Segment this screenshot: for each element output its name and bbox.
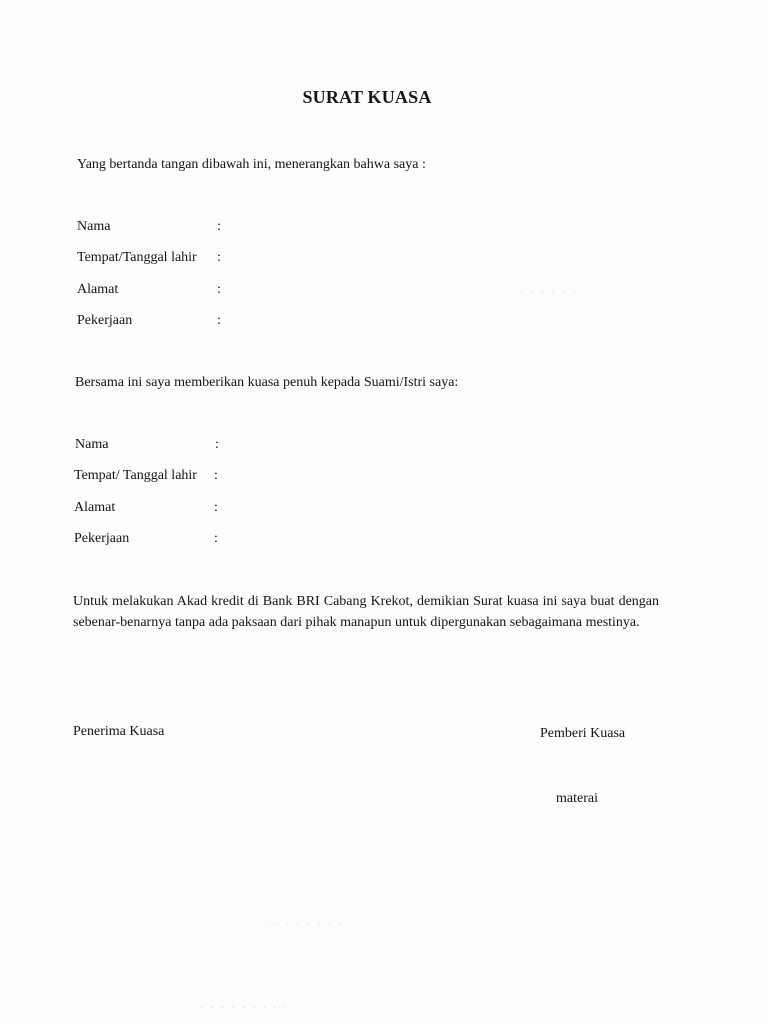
field-label: Pekerjaan <box>77 313 133 328</box>
field-colon: : <box>214 531 218 546</box>
field-colon: : <box>217 282 221 297</box>
field-colon: : <box>217 250 221 265</box>
field-label: Alamat <box>77 282 119 297</box>
grantor-occupation-field <box>77 313 221 329</box>
grant-statement: Bersama ini saya memberikan kuasa penuh kepada Suami/Istri saya: <box>75 375 459 390</box>
field-colon: : <box>217 313 221 328</box>
field-colon: : <box>214 468 218 483</box>
closing-paragraph: Untuk melakukan Akad kredit di Bank BRI Cabang Krekot, demikian Surat kuasa ini saya buat dengan sebenar-benarnya tanpa ada paksaan dari pihak manapun untuk dipergunakan sebagaimana mestinya. <box>73 594 659 630</box>
recipient-address-field <box>74 500 218 516</box>
field-label: Nama <box>77 219 111 234</box>
recipient-birth-field <box>74 468 218 484</box>
scan-artifact: · · · · · · <box>520 286 578 298</box>
grantor-name-field <box>77 219 221 235</box>
recipient-signature-label: Penerima Kuasa <box>73 724 165 739</box>
grantor-address-field <box>77 282 221 298</box>
document-title: SURAT KUASA <box>302 87 432 107</box>
scan-artifact: · · · · · · · · · <box>200 1002 289 1014</box>
intro-statement: Yang bertanda tangan dibawah ini, menerangkan bahwa saya : <box>77 157 426 172</box>
grantor-birth-field <box>77 250 221 266</box>
field-label: Nama <box>75 437 109 452</box>
recipient-occupation-field <box>74 531 218 547</box>
grantor-signature-label: Pemberi Kuasa <box>540 726 626 741</box>
field-label: Alamat <box>74 500 116 515</box>
field-label: Pekerjaan <box>74 531 130 546</box>
stamp-duty-label: materai <box>556 791 598 806</box>
field-colon: : <box>217 219 221 234</box>
field-label: Tempat/Tanggal lahir <box>77 250 197 265</box>
scan-artifact: · · · · · · · · <box>265 918 344 930</box>
field-label: Tempat/ Tanggal lahir <box>74 468 197 483</box>
field-colon: : <box>215 437 219 452</box>
recipient-name-field <box>75 437 219 453</box>
field-colon: : <box>214 500 218 515</box>
